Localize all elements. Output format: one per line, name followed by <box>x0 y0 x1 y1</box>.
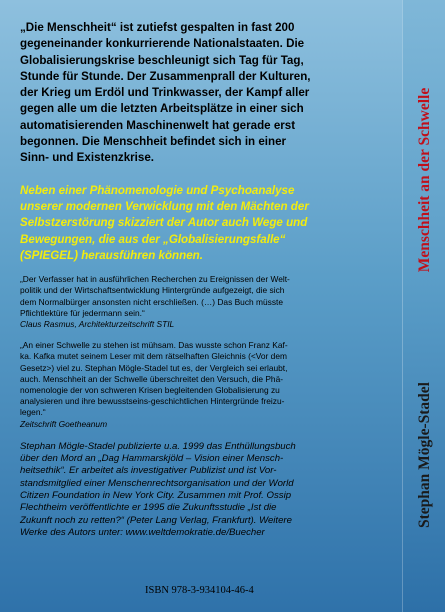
intro-line: Globalisierungskrise beschleunigt sich Tag für Tag, <box>20 53 304 67</box>
isbn-number: ISBN 978-3-934104-46-4 <box>145 585 254 596</box>
highlight-line: unserer modernen Verwicklung mit den Mächten der <box>20 199 309 213</box>
spine-author: Stephan Mögle-Stadel <box>415 382 433 528</box>
bio-line: standsmitglied einer Menschenrechtsorganisation und der World <box>20 477 294 489</box>
bio-line: Citizen Foundation in New York City. Zusammen mit Prof. Ossip <box>20 489 292 501</box>
highlight-line: Bewegungen, die aus der „Globalisierungsfalle“ <box>20 232 286 246</box>
quote-line: Pflichtlektüre für jedermann sein.“ <box>20 307 145 318</box>
intro-line: „Die Menschheit“ ist zutiefst gespalten in fast 200 <box>20 21 295 34</box>
bio-line: heitsethik“. Er arbeitet als investigativer Publizist und ist Vor- <box>20 465 277 477</box>
intro-paragraph <box>20 20 392 167</box>
back-cover-text <box>20 20 392 539</box>
quote-source: Zeitschrift Goetheanum <box>20 418 108 429</box>
intro-line: Stunde für Stunde. Der Zusammenprall der Kulturen, <box>20 69 311 83</box>
intro-line: begonnen. Die Menschheit befindet sich in einer <box>20 135 287 149</box>
quote-line: Gesetz>) viel zu. Stephan Mögle-Stadel tut es, der Vergleich sei erlaubt, <box>20 362 288 373</box>
quote-line: politik und der Wirtschaftsentwicklung Hintergründe aufgezeigt, die sich <box>20 285 285 296</box>
quote-source: Claus Rasmus, Architekturzeitschrift STIL <box>20 318 175 329</box>
quote-line: legen.“ <box>20 407 46 418</box>
intro-line: der Krieg um Erdöl und Trinkwasser, der Kampf aller <box>20 86 310 100</box>
bio-line: Flechtheim veröffentlichte er 1995 die Zukunftsstudie „Ist die <box>20 502 277 514</box>
quote-line: „An einer Schwelle zu stehen ist mühsam. Das wusste schon Franz Kaf- <box>20 340 288 351</box>
intro-line: Sinn- und Existenzkrise. <box>20 151 155 165</box>
quote-line: „Der Verfasser hat in ausführlichen Recherchen zu Ereignissen der Welt- <box>20 274 290 285</box>
quote-line: analysieren und ihre bewusstseins-geschichtlichen Hintergründe freizu- <box>20 396 285 407</box>
quote-text <box>20 274 392 319</box>
bio-line: über den Mord an „Dag Hammarskjöld – Vision einer Mensch- <box>20 453 284 465</box>
bio-line: Werke des Autors unter: www.weltdemokratie.de/Buecher <box>20 526 265 538</box>
highlight-line: Neben einer Phänomenologie und Psychoanalyse <box>20 183 295 197</box>
review-quote-2 <box>20 340 392 430</box>
book-spine <box>402 0 445 612</box>
highlight-line: (SPIEGEL) herausführen können. <box>20 248 203 262</box>
intro-line: automatisierenden Maschinenwelt hat gerade erst <box>20 118 296 132</box>
highlight-line: Selbstzerstörung skizziert der Autor auch Wege und <box>20 216 308 230</box>
quote-line: ka. Kafka mutet seinem Leser mit dem rätselhaften Gleichnis (<Vor dem <box>20 351 287 362</box>
spine-title: Menschheit an der Schwelle <box>415 87 433 273</box>
quote-text <box>20 340 392 418</box>
quote-line: nomenologie der von schweren Krisen begleitenden Globalisierung zu <box>20 384 280 395</box>
quote-line: dem Normalbürger ansonsten nicht erschließen. (…) Das Buch müsste <box>20 296 283 307</box>
bio-line: Zukunft noch zu retten?“ (Peter Lang Verlag, Frankfurt). Weitere <box>20 514 292 526</box>
bio-line: Stephan Mögle-Stadel publizierte u.a. 1999 das Enthüllungsbuch <box>20 440 296 452</box>
review-quote-1 <box>20 274 392 330</box>
author-bio <box>20 441 392 539</box>
quote-line: auch. Menschheit an der Schwelle überschreitet den Versuch, die Phä- <box>20 373 284 384</box>
highlight-paragraph <box>20 183 392 264</box>
intro-line: gegeneinander konkurrierende Nationalstaaten. Die <box>20 37 305 51</box>
intro-line: gegen alle um die letzten Arbeitsplätze in einer sich <box>20 102 304 116</box>
